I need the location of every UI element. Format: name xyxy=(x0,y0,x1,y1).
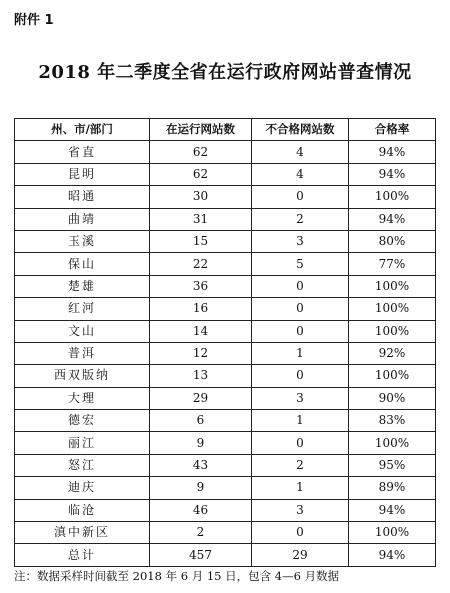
failed-sites-cell: 0 xyxy=(252,275,349,297)
region-cell: 普洱 xyxy=(15,342,150,364)
failed-sites-cell: 4 xyxy=(252,141,349,163)
failed-sites-cell: 2 xyxy=(252,208,349,230)
running-sites-cell: 22 xyxy=(150,253,252,275)
table-row xyxy=(15,454,436,476)
header-failed-sites: 不合格网站数 xyxy=(252,119,349,141)
failed-sites-cell: 0 xyxy=(252,365,349,387)
table-row xyxy=(15,320,436,342)
failed-sites-cell: 3 xyxy=(252,387,349,409)
region-cell: 大理 xyxy=(15,387,150,409)
running-sites-cell: 29 xyxy=(150,387,252,409)
running-sites-cell: 9 xyxy=(150,477,252,499)
region-cell: 怒江 xyxy=(15,454,150,476)
region-cell: 楚雄 xyxy=(15,275,150,297)
pass-rate-cell: 83% xyxy=(349,410,436,432)
table-row xyxy=(15,342,436,364)
table-row xyxy=(15,432,436,454)
running-sites-cell: 6 xyxy=(150,410,252,432)
pass-rate-cell: 92% xyxy=(349,342,436,364)
pass-rate-cell: 100% xyxy=(349,432,436,454)
table-row xyxy=(15,163,436,185)
table-row xyxy=(15,298,436,320)
region-cell: 总计 xyxy=(15,544,150,566)
failed-sites-cell: 4 xyxy=(252,163,349,185)
region-cell: 保山 xyxy=(15,253,150,275)
running-sites-cell: 46 xyxy=(150,499,252,521)
failed-sites-cell: 0 xyxy=(252,522,349,544)
running-sites-cell: 12 xyxy=(150,342,252,364)
region-cell: 曲靖 xyxy=(15,208,150,230)
table-row xyxy=(15,522,436,544)
table-row xyxy=(15,365,436,387)
region-cell: 文山 xyxy=(15,320,150,342)
region-cell: 滇中新区 xyxy=(15,522,150,544)
table-row xyxy=(15,477,436,499)
table-row xyxy=(15,208,436,230)
running-sites-cell: 36 xyxy=(150,275,252,297)
pass-rate-cell: 100% xyxy=(349,275,436,297)
running-sites-cell: 2 xyxy=(150,522,252,544)
region-cell: 玉溪 xyxy=(15,230,150,252)
survey-table xyxy=(14,118,436,567)
pass-rate-cell: 94% xyxy=(349,208,436,230)
failed-sites-cell: 1 xyxy=(252,342,349,364)
header-pass-rate: 合格率 xyxy=(349,119,436,141)
table-row xyxy=(15,499,436,521)
table-row xyxy=(15,141,436,163)
pass-rate-cell: 94% xyxy=(349,544,436,566)
region-cell: 昭通 xyxy=(15,186,150,208)
pass-rate-cell: 94% xyxy=(349,499,436,521)
table-row xyxy=(15,253,436,275)
running-sites-cell: 16 xyxy=(150,298,252,320)
pass-rate-cell: 100% xyxy=(349,365,436,387)
footnote: 注：数据采样时间截至 2018 年 6 月 15 日，包含 4—6 月数据 xyxy=(14,569,340,583)
running-sites-cell: 62 xyxy=(150,163,252,185)
failed-sites-cell: 5 xyxy=(252,253,349,275)
region-cell: 省直 xyxy=(15,141,150,163)
region-cell: 迪庆 xyxy=(15,477,150,499)
failed-sites-cell: 1 xyxy=(252,410,349,432)
region-cell: 红河 xyxy=(15,298,150,320)
table-row xyxy=(15,275,436,297)
pass-rate-cell: 95% xyxy=(349,454,436,476)
pass-rate-cell: 100% xyxy=(349,320,436,342)
failed-sites-cell: 0 xyxy=(252,298,349,320)
table-header-row xyxy=(15,119,436,141)
pass-rate-cell: 89% xyxy=(349,477,436,499)
running-sites-cell: 30 xyxy=(150,186,252,208)
failed-sites-cell: 29 xyxy=(252,544,349,566)
table-row xyxy=(15,410,436,432)
table-row xyxy=(15,230,436,252)
header-region: 州、市/部门 xyxy=(15,119,150,141)
failed-sites-cell: 0 xyxy=(252,186,349,208)
page-title: 2018 年二季度全省在运行政府网站普查情况 xyxy=(38,62,412,83)
pass-rate-cell: 94% xyxy=(349,163,436,185)
region-cell: 德宏 xyxy=(15,410,150,432)
header-running-sites: 在运行网站数 xyxy=(150,119,252,141)
running-sites-cell: 9 xyxy=(150,432,252,454)
running-sites-cell: 62 xyxy=(150,141,252,163)
pass-rate-cell: 100% xyxy=(349,298,436,320)
pass-rate-cell: 80% xyxy=(349,230,436,252)
table-row xyxy=(15,544,436,566)
pass-rate-cell: 77% xyxy=(349,253,436,275)
region-cell: 临沧 xyxy=(15,499,150,521)
running-sites-cell: 31 xyxy=(150,208,252,230)
attachment-label: 附件 1 xyxy=(14,13,54,28)
failed-sites-cell: 3 xyxy=(252,230,349,252)
pass-rate-cell: 100% xyxy=(349,522,436,544)
failed-sites-cell: 3 xyxy=(252,499,349,521)
failed-sites-cell: 1 xyxy=(252,477,349,499)
running-sites-cell: 43 xyxy=(150,454,252,476)
region-cell: 昆明 xyxy=(15,163,150,185)
failed-sites-cell: 0 xyxy=(252,432,349,454)
pass-rate-cell: 90% xyxy=(349,387,436,409)
region-cell: 丽江 xyxy=(15,432,150,454)
table-body xyxy=(15,141,436,566)
running-sites-cell: 457 xyxy=(150,544,252,566)
pass-rate-cell: 94% xyxy=(349,141,436,163)
failed-sites-cell: 2 xyxy=(252,454,349,476)
running-sites-cell: 15 xyxy=(150,230,252,252)
region-cell: 西双版纳 xyxy=(15,365,150,387)
table-row xyxy=(15,387,436,409)
failed-sites-cell: 0 xyxy=(252,320,349,342)
table-row xyxy=(15,186,436,208)
running-sites-cell: 13 xyxy=(150,365,252,387)
pass-rate-cell: 100% xyxy=(349,186,436,208)
running-sites-cell: 14 xyxy=(150,320,252,342)
